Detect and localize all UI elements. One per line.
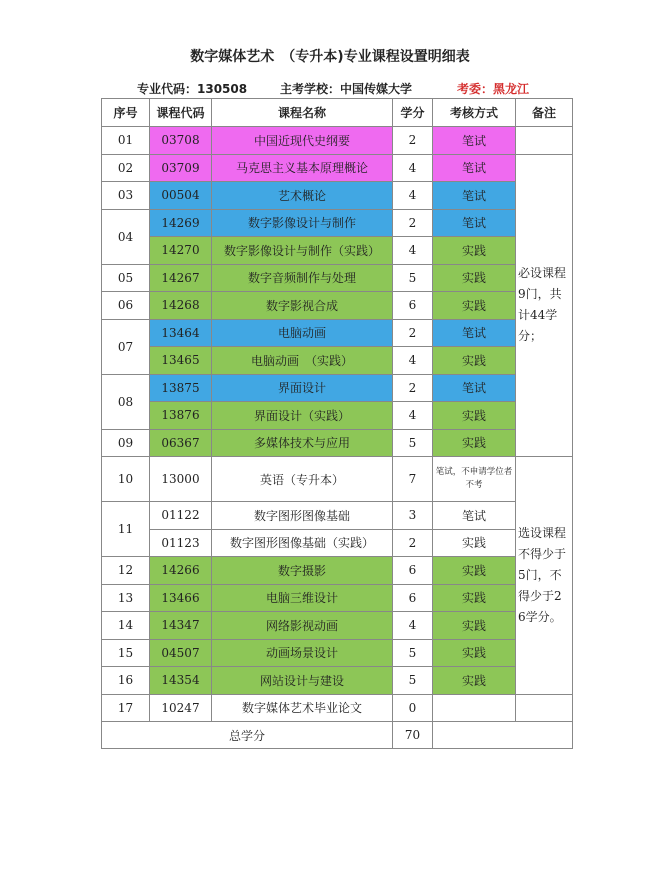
course-name: 网络影视动画 xyxy=(212,612,393,640)
course-code: 14354 xyxy=(150,667,212,695)
row-no: 16 xyxy=(102,667,150,695)
table-row xyxy=(102,694,573,722)
header-no: 序号 xyxy=(102,99,150,127)
row-no: 13 xyxy=(102,584,150,612)
course-exam: 实践 xyxy=(433,264,516,292)
course-credits: 2 xyxy=(393,319,433,347)
note-cell xyxy=(516,694,573,722)
total-label: 总学分 xyxy=(102,722,393,749)
table-row xyxy=(102,529,573,557)
row-no: 17 xyxy=(102,694,150,722)
row-no: 11 xyxy=(102,502,150,557)
course-exam: 实践 xyxy=(433,347,516,375)
total-credits: 70 xyxy=(393,722,433,749)
course-code: 04507 xyxy=(150,639,212,667)
course-code: 14347 xyxy=(150,612,212,640)
course-credits: 3 xyxy=(393,502,433,530)
table-row xyxy=(102,402,573,430)
table-row xyxy=(102,639,573,667)
course-credits: 7 xyxy=(393,457,433,502)
table-row xyxy=(102,429,573,457)
course-name: 多媒体技术与应用 xyxy=(212,429,393,457)
table-row xyxy=(102,319,573,347)
course-name: 电脑动画 xyxy=(212,319,393,347)
course-exam: 实践 xyxy=(433,237,516,265)
course-exam: 笔试 xyxy=(433,319,516,347)
table-row xyxy=(102,612,573,640)
table-row xyxy=(102,347,573,375)
course-exam: 笔试 xyxy=(433,374,516,402)
course-name: 中国近现代史纲要 xyxy=(212,127,393,155)
course-code: 14266 xyxy=(150,557,212,585)
course-code: 14270 xyxy=(150,237,212,265)
course-name: 电脑动画 （实践） xyxy=(212,347,393,375)
course-exam: 笔试 xyxy=(433,182,516,210)
page-title: 数字媒体艺术 （专升本)专业课程设置明细表 xyxy=(190,49,470,65)
table-row xyxy=(102,237,573,265)
course-credits: 4 xyxy=(393,347,433,375)
table-row xyxy=(102,374,573,402)
course-credits: 5 xyxy=(393,264,433,292)
course-code: 13876 xyxy=(150,402,212,430)
row-no: 12 xyxy=(102,557,150,585)
course-credits: 2 xyxy=(393,127,433,155)
course-code: 03709 xyxy=(150,154,212,182)
course-exam: 实践 xyxy=(433,639,516,667)
row-no: 09 xyxy=(102,429,150,457)
course-exam: 笔试，不申请学位者不考 xyxy=(433,457,516,502)
row-no: 15 xyxy=(102,639,150,667)
course-exam: 实践 xyxy=(433,584,516,612)
course-name: 动画场景设计 xyxy=(212,639,393,667)
course-name: 数字影视合成 xyxy=(212,292,393,320)
course-name: 网站设计与建设 xyxy=(212,667,393,695)
note-cell xyxy=(516,127,573,155)
note-elective: 选设课程不得少于5门，不得少于26学分。 xyxy=(516,457,573,695)
table-row xyxy=(102,264,573,292)
table-row xyxy=(102,584,573,612)
row-no: 14 xyxy=(102,612,150,640)
course-credits: 6 xyxy=(393,584,433,612)
course-table xyxy=(101,98,573,749)
course-exam: 实践 xyxy=(433,557,516,585)
course-credits: 2 xyxy=(393,209,433,237)
row-no: 05 xyxy=(102,264,150,292)
table-row xyxy=(102,557,573,585)
header-code: 课程代码 xyxy=(150,99,212,127)
course-name: 马克思主义基本原理概论 xyxy=(212,154,393,182)
total-row xyxy=(102,722,573,749)
course-credits: 2 xyxy=(393,374,433,402)
course-name: 艺术概论 xyxy=(212,182,393,210)
course-code: 00504 xyxy=(150,182,212,210)
row-no: 10 xyxy=(102,457,150,502)
course-credits: 5 xyxy=(393,639,433,667)
course-credits: 6 xyxy=(393,292,433,320)
header-notes: 备注 xyxy=(516,99,573,127)
course-exam xyxy=(433,694,516,722)
course-code: 13466 xyxy=(150,584,212,612)
course-exam: 实践 xyxy=(433,429,516,457)
course-name: 界面设计（实践） xyxy=(212,402,393,430)
row-no: 08 xyxy=(102,374,150,429)
course-name: 数字媒体艺术毕业论文 xyxy=(212,694,393,722)
header-name: 课程名称 xyxy=(212,99,393,127)
course-code: 14267 xyxy=(150,264,212,292)
course-code: 13465 xyxy=(150,347,212,375)
course-code: 03708 xyxy=(150,127,212,155)
course-code: 13000 xyxy=(150,457,212,502)
course-credits: 4 xyxy=(393,182,433,210)
table-row xyxy=(102,292,573,320)
course-code: 14269 xyxy=(150,209,212,237)
major-code: 专业代码：130508 xyxy=(137,82,248,96)
course-credits: 5 xyxy=(393,429,433,457)
course-name: 英语（专升本） xyxy=(212,457,393,502)
table-header-row xyxy=(102,99,573,127)
course-code: 13875 xyxy=(150,374,212,402)
course-name: 界面设计 xyxy=(212,374,393,402)
table-row xyxy=(102,209,573,237)
course-credits: 4 xyxy=(393,154,433,182)
row-no: 04 xyxy=(102,209,150,264)
total-empty xyxy=(433,722,573,749)
table-row xyxy=(102,127,573,155)
course-name: 数字图形图像基础 xyxy=(212,502,393,530)
course-exam: 笔试 xyxy=(433,127,516,155)
header-credits: 学分 xyxy=(393,99,433,127)
course-exam: 实践 xyxy=(433,402,516,430)
course-exam: 笔试 xyxy=(433,502,516,530)
course-name: 数字图形图像基础（实践） xyxy=(212,529,393,557)
row-no: 03 xyxy=(102,182,150,210)
course-code: 13464 xyxy=(150,319,212,347)
table-row xyxy=(102,502,573,530)
course-credits: 4 xyxy=(393,237,433,265)
course-name: 数字摄影 xyxy=(212,557,393,585)
course-credits: 0 xyxy=(393,694,433,722)
course-name: 数字影像设计与制作（实践） xyxy=(212,237,393,265)
course-exam: 笔试 xyxy=(433,209,516,237)
course-credits: 5 xyxy=(393,667,433,695)
row-no: 06 xyxy=(102,292,150,320)
row-no: 01 xyxy=(102,127,150,155)
course-name: 电脑三维设计 xyxy=(212,584,393,612)
course-exam: 实践 xyxy=(433,292,516,320)
course-credits: 2 xyxy=(393,529,433,557)
table-row xyxy=(102,154,573,182)
exam-committee: 考委：黑龙江 xyxy=(457,82,530,96)
course-code: 14268 xyxy=(150,292,212,320)
course-exam: 实践 xyxy=(433,667,516,695)
course-code: 01122 xyxy=(150,502,212,530)
course-credits: 6 xyxy=(393,557,433,585)
row-no: 02 xyxy=(102,154,150,182)
note-required: 必设课程9门，共计44学分； xyxy=(516,154,573,457)
course-exam: 笔试 xyxy=(433,154,516,182)
course-name: 数字影像设计与制作 xyxy=(212,209,393,237)
header-exam: 考核方式 xyxy=(433,99,516,127)
table-row xyxy=(102,457,573,502)
row-no: 07 xyxy=(102,319,150,374)
course-credits: 4 xyxy=(393,402,433,430)
exam-school: 主考学校：中国传媒大学 xyxy=(280,82,413,96)
course-exam: 实践 xyxy=(433,529,516,557)
table-row xyxy=(102,667,573,695)
course-code: 01123 xyxy=(150,529,212,557)
course-name: 数字音频制作与处理 xyxy=(212,264,393,292)
course-code: 06367 xyxy=(150,429,212,457)
course-code: 10247 xyxy=(150,694,212,722)
table-row xyxy=(102,182,573,210)
course-exam: 实践 xyxy=(433,612,516,640)
course-credits: 4 xyxy=(393,612,433,640)
